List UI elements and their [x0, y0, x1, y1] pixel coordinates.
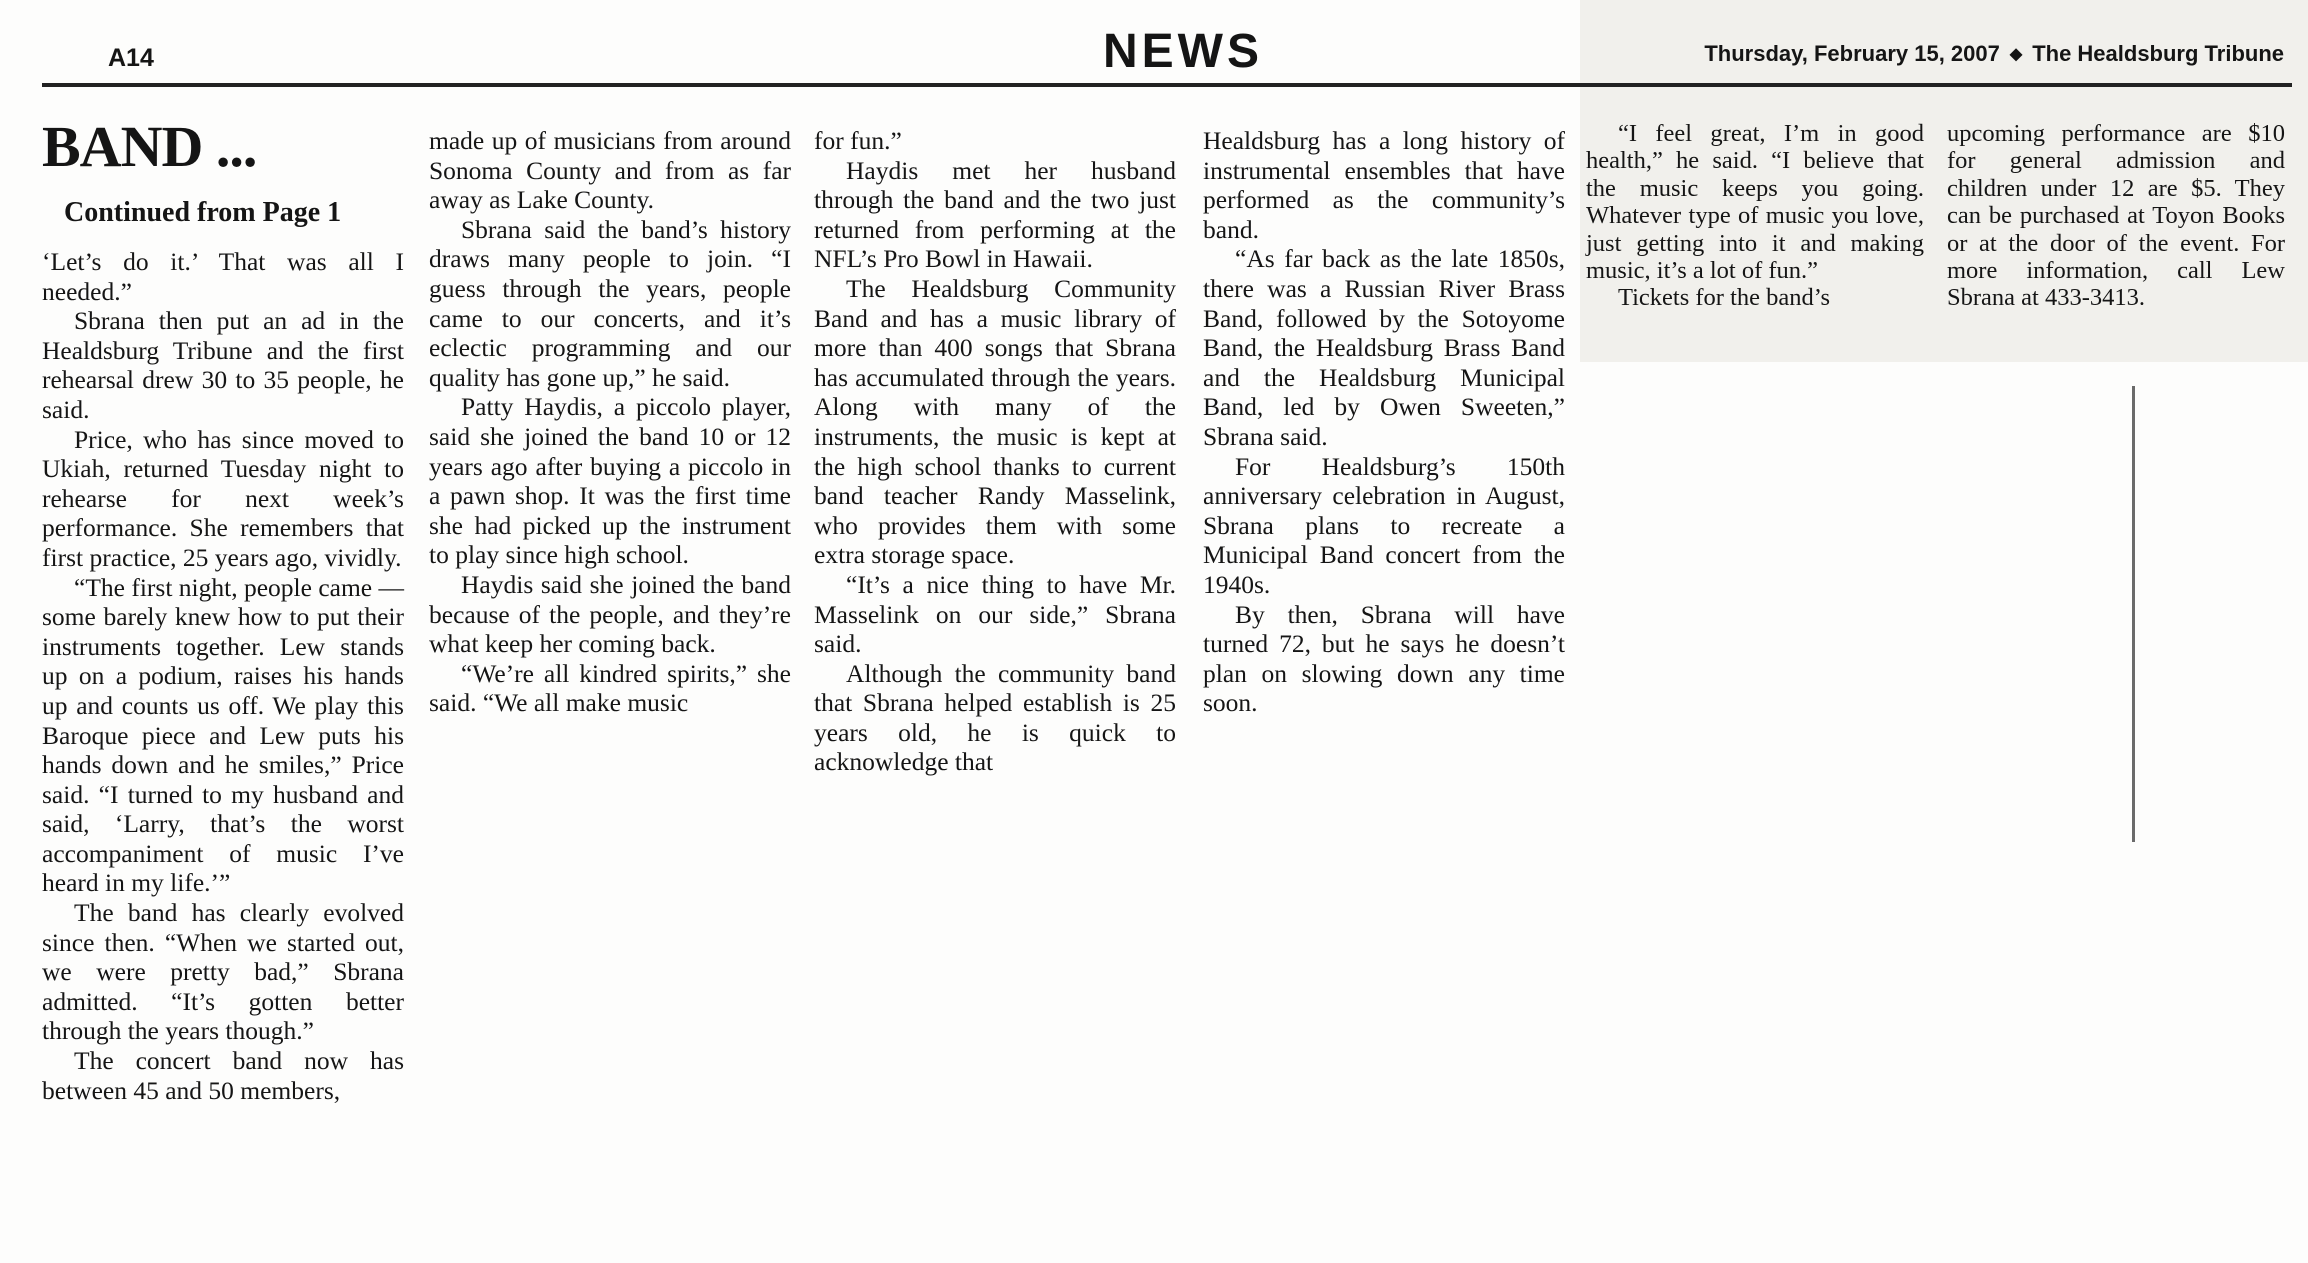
- article-paragraph: ‘Let’s do it.’ That was all I needed.”: [42, 247, 404, 306]
- article-paragraph: Healdsburg has a long history of instrumental ensembles that have performed as the community’s band.: [1203, 126, 1565, 244]
- article-column-1: [42, 247, 404, 1105]
- publication-date: Thursday, February 15, 2007: [1704, 41, 2000, 66]
- dateline: [1704, 41, 2284, 67]
- header-rule: [42, 83, 2292, 87]
- article-paragraph: upcoming performance are $10 for general admission and children under 12 are $5. They can be purchased at Toyon Books or at the door of the event. For more information, call Lew Sbrana at 433-3413.: [1947, 120, 2285, 312]
- article-paragraph: “It’s a nice thing to have Mr. Masselink on our side,” Sbrana said.: [814, 569, 1176, 659]
- article-column-5: [1586, 120, 1924, 312]
- article-paragraph: Patty Haydis, a piccolo player, said she joined the band 10 or 12 years ago after buying a piccolo in a pawn shop. It was the first time she had picked up the instrument to play since high school.: [429, 392, 791, 570]
- article-paragraph: The band has clearly evolved since then. “When we started out, we were pretty bad,” Sbrana admitted. “It’s gotten better through the years though.”: [42, 898, 404, 1046]
- article-paragraph: Although the community band that Sbrana helped establish is 25 years old, he is quick to acknowledge that: [814, 658, 1176, 777]
- continued-from-label: Continued from Page 1: [64, 197, 342, 228]
- article-paragraph: By then, Sbrana will have turned 72, but he says he doesn’t plan on slowing down any time soon.: [1203, 599, 1565, 718]
- article-paragraph: Sbrana then put an ad in the Healdsburg Tribune and the first rehearsal drew 30 to 35 people, he said.: [42, 306, 404, 424]
- column-rule: [2132, 386, 2135, 842]
- article-paragraph: made up of musicians from around Sonoma County and from as far away as Lake County.: [429, 126, 791, 215]
- article-column-6: [1947, 120, 2285, 312]
- article-paragraph: for fun.”: [814, 126, 902, 155]
- article-paragraph: “The first night, people came — some barely knew how to put their instruments together. Lew stands up on a podium, raises his hands up and counts us off. We play this Baroque piece and Lew puts his hands down and he smiles,” Price said. “I turned to my husband and said, ‘Larry, that’s the worst accompaniment of music I’ve heard in my life.’”: [42, 572, 404, 898]
- article-paragraph: Haydis met her husband through the band and the two just returned from performing at the NFL’s Pro Bowl in Hawaii.: [814, 155, 1176, 274]
- article-column-2: [429, 126, 791, 718]
- article-headline: BAND ...: [42, 114, 257, 179]
- section-title: NEWS: [1103, 25, 1263, 78]
- page-number: A14: [108, 44, 154, 72]
- article-paragraph: Tickets for the band’s: [1618, 284, 1831, 312]
- publication-name: The Healdsburg Tribune: [2032, 41, 2284, 66]
- article-paragraph: “I feel great, I’m in good health,” he said. “I believe that the music keeps you going. Whatever type of music you love, just getting into it and making music, it’s a lot of fun.”: [1586, 120, 1924, 285]
- article-paragraph: “As far back as the late 1850s, there was a Russian River Brass Band, followed by the Sotoyome Band, the Healdsburg Brass Band and the Healdsburg Municipal Band, led by Owen Sweeten,” Sbrana said.: [1203, 244, 1565, 451]
- article-paragraph: Price, who has since moved to Ukiah, returned Tuesday night to rehearse for next week’s performance. She remembers that first practice, 25 years ago, vividly.: [42, 424, 404, 572]
- article-paragraph: “We’re all kindred spirits,” she said. “We all make music: [429, 658, 791, 718]
- diamond-separator-icon: ◆: [2009, 46, 2023, 63]
- article-column-4: [1203, 126, 1565, 718]
- article-paragraph: Haydis said she joined the band because of the people, and they’re what keep her coming back.: [429, 569, 791, 659]
- article-paragraph: For Healdsburg’s 150th anniversary celebration in August, Sbrana plans to recreate a Municipal Band concert from the 1940s.: [1203, 451, 1565, 599]
- article-paragraph: The Healdsburg Community Band and has a music library of more than 400 songs that Sbrana has accumulated through the years. Along with many of the instruments, the music is kept at the high school thanks to current band teacher Randy Masselink, who provides them with some extra storage space.: [814, 273, 1176, 570]
- article-paragraph: Sbrana said the band’s history draws many people to join. “I guess through the years, people came to our concerts, and it’s eclectic programming and our quality has gone up,” he said.: [429, 214, 791, 392]
- article-column-3: [814, 126, 1176, 777]
- article-paragraph: The concert band now has between 45 and 50 members,: [42, 1046, 404, 1105]
